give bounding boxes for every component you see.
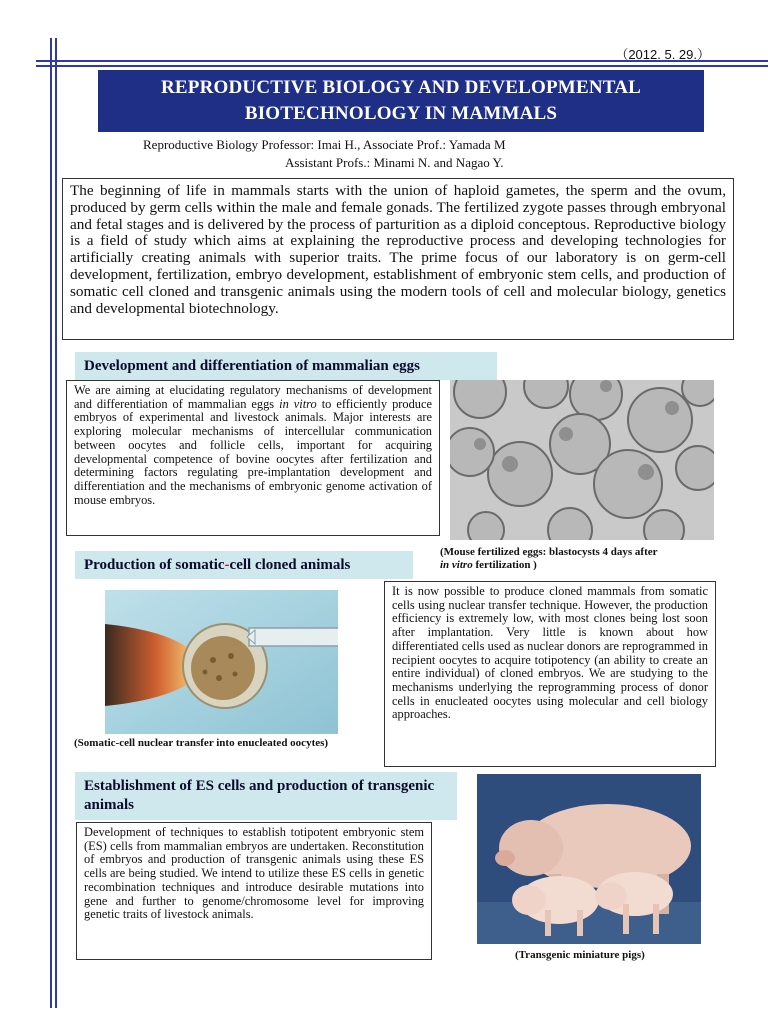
pigs-photo	[477, 774, 701, 944]
title-line-2: BIOTECHNOLOGY IN MAMMALS	[244, 103, 558, 124]
intro-paragraph: The beginning of life in mammals starts with the union of haploid gametes, the sperm and the ovum, produced by germ cells within the male and female gonads. The fertilized zygote passes through embryonal and fetal stages and is delivered by the process of parturition as a diploid conceptous. Reproductive biology is a field of study which aims at explaining the reproductive process and developing technologies for artificially creating animals with superior traits. The prime focus of our laboratory is on germ-cell development, fertilization, embryo development, establishment of embryonic stem cells, and production of somatic cell cloned and transgenic animals using the modern tools of cell and molecular biology, genetics and developmental biotechnology.	[62, 178, 734, 340]
caption-eggs	[440, 546, 720, 572]
staff-line-1: Reproductive Biology Professor: Imai H., Associate Prof.: Yamada M	[143, 137, 506, 152]
caption-eggs-italic: in vitro	[440, 559, 473, 571]
eggs-text-italic: in vitro	[279, 396, 317, 411]
caption-eggs-end: fertilization )	[472, 559, 537, 571]
section-text-cloned: It is now possible to produce cloned mammals from somatic cells using nuclear transfer technique. However, the production efficiency is extremely low, with most clones being lost soon after implantation. Very little is known about how differentiated cells used as nuclear donors are reprogrammed in recipient oocytes to acquire totipotency (an ability to create an entire individual) of cloned embryos. We are studying to the mechanisms underlying the reprogramming process of donor cells in enucleated oocytes using molecular and cell biology approaches.	[384, 581, 716, 767]
frame-line-left-inner	[55, 38, 57, 1008]
section-heading-cloned	[75, 551, 413, 579]
cloned-heading-a: Production of somatic	[84, 557, 225, 573]
section-heading-eggs: Development and differentiation of mammalian eggs	[75, 352, 497, 380]
page-title	[98, 70, 704, 132]
cloned-heading-dash: -	[224, 557, 230, 573]
staff-line-2: Assistant Profs.: Minami N. and Nagao Y.	[285, 155, 504, 170]
cloned-heading-b: cell cloned animals	[229, 557, 351, 573]
section-text-es: Development of techniques to establish totipotent embryonic stem (ES) cells from mammalian embryos are undertaken. Reconstitution of embryos and production of transgenic animals using these ES cells are being studied. We intend to utilize these ES cells in genetic recombination techniques and introduce desirable mutations into gene and further to genome/chromosome level for improving genetic traits of livestock animals.	[76, 822, 432, 960]
caption-cloned: (Somatic-cell nuclear transfer into enucleated oocytes)	[74, 737, 329, 749]
eggs-text-b: to efficiently produce embryos of experimental and livestock animals. Major interests are exploring molecular mechanisms of intercellular communication between oocytes and follicle cells, important for acquiring developmental competence of bovine oocytes after fertilization and determining factors regulating pre-implantation development and differentiation and the mechanisms of embryonic genome activation of mouse embryos.	[74, 396, 432, 507]
title-line-1: REPRODUCTIVE BIOLOGY AND DEVELOPMENTAL	[160, 77, 641, 98]
caption-eggs-line1: (Mouse fertilized eggs: blastocysts 4 days after	[440, 546, 658, 558]
frame-line-left	[50, 38, 52, 1008]
nuclear-transfer-photo	[105, 590, 338, 734]
date-label: （2012. 5. 29.）	[615, 47, 710, 62]
section-heading-es: Establishment of ES cells and production of transgenic animals	[75, 772, 457, 820]
eggs-text-a: We are aiming at elucidating regulatory mechanisms of development and differentiation of mammalian eggs	[74, 383, 432, 411]
blastocyst-photo	[450, 380, 714, 540]
section-text-eggs	[66, 380, 440, 536]
caption-es: (Transgenic miniature pigs)	[515, 949, 645, 961]
frame-line-top-inner	[36, 65, 768, 67]
